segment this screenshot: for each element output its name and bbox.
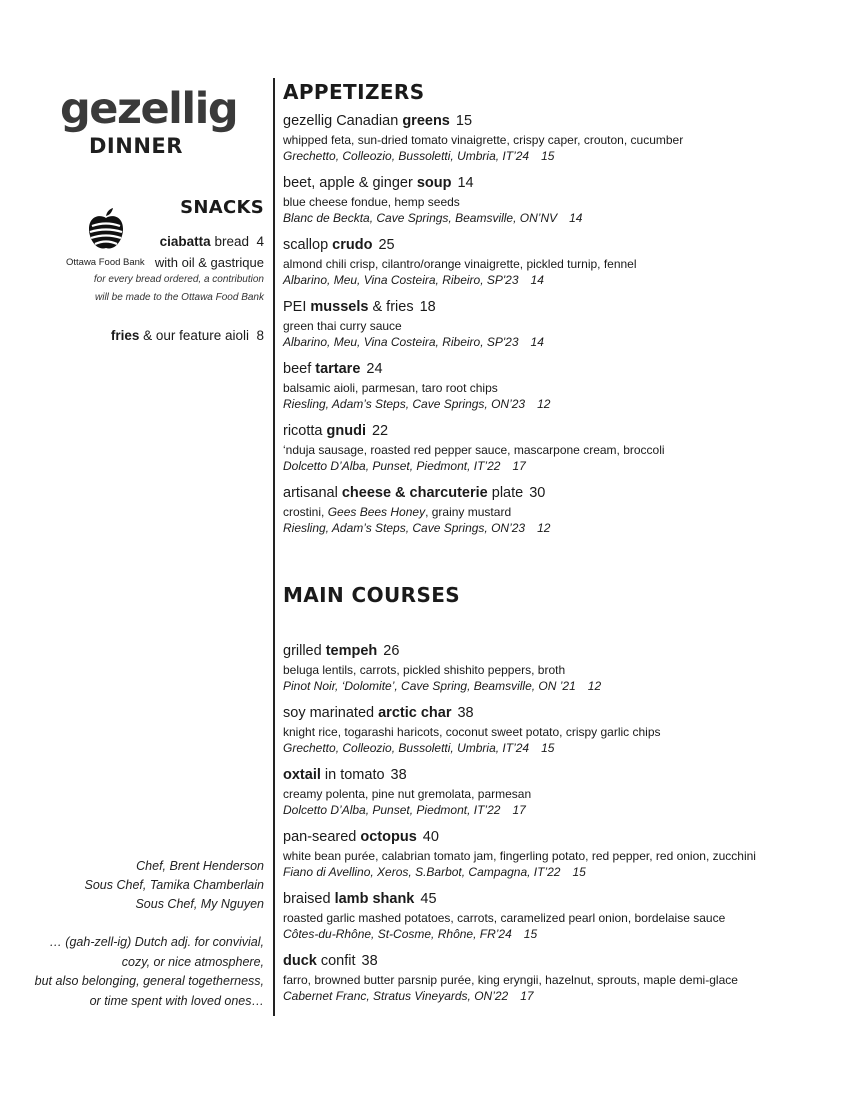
wine-pairing: Albarino, Meu, Vina Costeira, Ribeiro, SP'23 14 <box>283 273 544 287</box>
main-courses-heading: MAIN COURSES <box>283 583 461 607</box>
wine-pairing: Dolcetto D’Alba, Punset, Piedmont, IT’22 17 <box>283 459 526 473</box>
dish-name: lamb shank <box>334 891 415 907</box>
menu-subtitle: DINNER <box>89 134 183 158</box>
menu-item: ricotta gnudi 22 ‘nduja sausage, roasted red pepper sauce, mascarpone cream, broccoli Dolcetto D’Alba, Punset, Piedmont, IT’22 17 <box>283 422 843 474</box>
snack-name-rest: bread <box>210 234 249 249</box>
snack-name-rest: & our feature aioli <box>139 328 249 343</box>
wine-price: 15 <box>541 149 555 163</box>
wine-pairing: Riesling, Adam’s Steps, Cave Springs, ON’23 12 <box>283 397 551 411</box>
food-bank-label: Ottawa Food Bank <box>66 257 145 268</box>
wine-price: 14 <box>569 211 583 225</box>
dish-name: soup <box>416 175 452 191</box>
snack-detail: with oil & gastrique <box>154 255 264 270</box>
credit-line: Sous Chef, Tamika Chamberlain <box>84 878 264 892</box>
credit-line: Chef, Brent Henderson <box>136 859 264 873</box>
wine-price: 17 <box>512 803 526 817</box>
dish-price: 22 <box>371 423 389 439</box>
quote-line: … (gah-zell-ig) Dutch adj. for convivial, <box>49 935 264 949</box>
wine-price: 17 <box>512 459 526 473</box>
dish-price: 38 <box>390 767 407 783</box>
dish-price: 26 <box>383 643 400 659</box>
dish-name: octopus <box>360 829 417 845</box>
dish-description: roasted garlic mashed potatoes, carrots, caramelized pearl onion, bordelaise sauce <box>283 911 726 925</box>
snack-item-fries <box>111 328 264 343</box>
dish-name: cheese & charcuterie <box>341 485 488 501</box>
wine-pairing: Blanc de Beckta, Cave Springs, Beamsville, ON’NV 14 <box>283 211 583 225</box>
wine-pairing: Albarino, Meu, Vina Costeira, Ribeiro, SP'23 14 <box>283 335 544 349</box>
dish-description: green thai curry sauce <box>283 319 402 333</box>
dish-price: 18 <box>419 299 436 315</box>
wine-pairing: Dolcetto D’Alba, Punset, Piedmont, IT’22 17 <box>283 803 526 817</box>
snacks-heading: SNACKS <box>180 197 264 218</box>
dish-description: crostini, Gees Bees Honey, grainy mustard <box>283 505 512 519</box>
wine-price: 12 <box>587 679 602 693</box>
dish-price: 38 <box>361 953 378 969</box>
dish-price: 38 <box>457 705 474 721</box>
menu-item: grilled tempeh 26 beluga lentils, carrots, pickled shishito peppers, broth Pinot Noir, ‘Dolomite’, Cave Spring, Beamsville, ON ’21 12 <box>283 642 843 694</box>
dish-name: mussels <box>310 299 369 315</box>
dish-description: blue cheese fondue, hemp seeds <box>283 195 460 209</box>
dish-name: arctic char <box>378 705 452 721</box>
wine-price: 17 <box>520 989 534 1003</box>
menu-item: pan-seared octopus 40 white bean purée, calabrian tomato jam, fingerling potato, red pepper, red onion, zucchini Fiano di Avellino, Xeros, S.Barbot, Campagna, IT’22 15 <box>283 828 843 880</box>
snack-name: fries <box>110 328 140 343</box>
wine-price: 14 <box>530 335 544 349</box>
wine-pairing: Côtes-du-Rhône, St-Cosme, Rhône, FR’24 15 <box>283 927 538 941</box>
menu-item: beef tartare 24 balsamic aioli, parmesan, taro root chips Riesling, Adam’s Steps, Cave Springs, ON’23 12 <box>283 360 843 412</box>
dish-name: crudo <box>332 237 373 253</box>
menu-item: braised lamb shank 45 roasted garlic mashed potatoes, carrots, caramelized pearl onion, bordelaise sauce Côtes-du-Rhône, St-Cosme, Rhône, FR’24 15 <box>283 890 843 942</box>
dish-name: oxtail <box>283 767 321 783</box>
dish-price: 15 <box>455 113 473 129</box>
menu-item: gezellig Canadian greens 15 whipped feta, sun-dried tomato vinaigrette, crispy caper, crouton, cucumber Grechetto, Colleozio, Bussoletti, Umbria, IT’24 15 <box>283 112 843 164</box>
wine-price: 12 <box>537 397 551 411</box>
dish-description: whipped feta, sun-dried tomato vinaigrette, crispy caper, crouton, cucumber <box>283 133 684 147</box>
chef-credits <box>85 857 265 914</box>
left-column <box>0 0 272 1100</box>
dish-name: greens <box>402 113 450 129</box>
appetizers-heading: APPETIZERS <box>283 80 425 104</box>
quote-line: or time spent with loved ones… <box>89 993 264 1008</box>
dish-description: beluga lentils, carrots, pickled shishito peppers, broth <box>283 663 566 677</box>
dish-description: white bean purée, calabrian tomato jam, fingerling potato, red pepper, red onion, zucchini <box>283 849 756 863</box>
wine-pairing: Riesling, Adam’s Steps, Cave Springs, ON’23 12 <box>283 521 551 535</box>
credit-line: Sous Chef, My Nguyen <box>135 897 264 911</box>
wine-pairing: Grechetto, Colleozio, Bussoletti, Umbria, IT’24 15 <box>283 149 555 163</box>
dish-name: gnudi <box>326 423 366 439</box>
dish-description: balsamic aioli, parmesan, taro root chips <box>283 381 498 395</box>
dish-description: knight rice, togarashi haricots, coconut sweet potato, crispy garlic chips <box>283 725 661 739</box>
snack-note: will be made to the Ottawa Food Bank <box>95 292 264 303</box>
quote-line: cozy, or nice atmosphere, <box>121 954 264 969</box>
menu-item: duck confit 38 farro, browned butter parsnip purée, king eryngii, hazelnut, sprouts, maple demi-glace Cabernet Franc, Stratus Vineyards, ON’22 17 <box>283 952 843 1004</box>
dish-description: almond chili crisp, cilantro/orange vinaigrette, pickled turnip, fennel <box>283 257 637 271</box>
wine-price: 12 <box>537 521 551 535</box>
wine-price: 15 <box>572 865 586 879</box>
menu-item: artisanal cheese & charcuterie plate 30 crostini, Gees Bees Honey, grainy mustard Riesling, Adam’s Steps, Cave Springs, ON’23 12 <box>283 484 843 536</box>
snack-note: for every bread ordered, a contribution <box>93 274 264 285</box>
menu-item: soy marinated arctic char 38 knight rice, togarashi haricots, coconut sweet potato, crispy garlic chips Grechetto, Colleozio, Bussoletti, Umbria, IT’24 15 <box>283 704 843 756</box>
dish-name: tempeh <box>325 643 378 659</box>
wine-pairing: Pinot Noir, ‘Dolomite’, Cave Spring, Beamsville, ON ’21 12 <box>283 679 602 693</box>
menu-item: scallop crudo 25 almond chili crisp, cilantro/orange vinaigrette, pickled turnip, fennel Albarino, Meu, Vina Costeira, Ribeiro, SP'23 14 <box>283 236 843 288</box>
wine-price: 15 <box>523 927 538 941</box>
dish-price: 25 <box>378 237 395 253</box>
snack-price: 4 <box>256 234 264 249</box>
snack-item-ciabatta <box>160 234 264 249</box>
dish-price: 30 <box>529 485 546 501</box>
dish-price: 45 <box>420 891 437 907</box>
wine-price: 14 <box>530 273 544 287</box>
menu-item: PEI mussels & fries 18 green thai curry sauce Albarino, Meu, Vina Costeira, Ribeiro, SP'23 14 <box>283 298 843 350</box>
dish-price: 40 <box>422 829 439 845</box>
wine-price: 15 <box>541 741 555 755</box>
wine-pairing: Grechetto, Colleozio, Bussoletti, Umbria, IT’24 15 <box>283 741 555 755</box>
snack-price: 8 <box>256 328 264 343</box>
dish-description: ‘nduja sausage, roasted red pepper sauce, mascarpone cream, broccoli <box>283 443 665 457</box>
menu-item: oxtail in tomato 38 creamy polenta, pine nut gremolata, parmesan Dolcetto D’Alba, Punset, Piedmont, IT’22 17 <box>283 766 843 818</box>
dish-description: farro, browned butter parsnip purée, king eryngii, hazelnut, sprouts, maple demi-glace <box>283 973 738 987</box>
dish-price: 24 <box>366 361 383 377</box>
snack-name: ciabatta <box>159 234 211 249</box>
brand-logo: gezellig <box>60 84 238 134</box>
column-divider <box>273 78 275 1016</box>
wine-pairing: Fiano di Avellino, Xeros, S.Barbot, Campagna, IT’22 15 <box>283 865 586 879</box>
menu-item: beet, apple & ginger soup 14 blue cheese fondue, hemp seeds Blanc de Beckta, Cave Springs, Beamsville, ON’NV 14 <box>283 174 843 226</box>
wine-pairing: Cabernet Franc, Stratus Vineyards, ON’22 17 <box>283 989 534 1003</box>
gezellig-definition <box>35 933 264 1011</box>
dish-price: 14 <box>457 175 474 191</box>
quote-line: but also belonging, general togetherness, <box>34 974 264 988</box>
dish-name: duck <box>283 953 317 969</box>
dish-name: tartare <box>315 361 361 377</box>
dish-description: creamy polenta, pine nut gremolata, parmesan <box>283 787 532 801</box>
apple-icon <box>86 208 126 252</box>
